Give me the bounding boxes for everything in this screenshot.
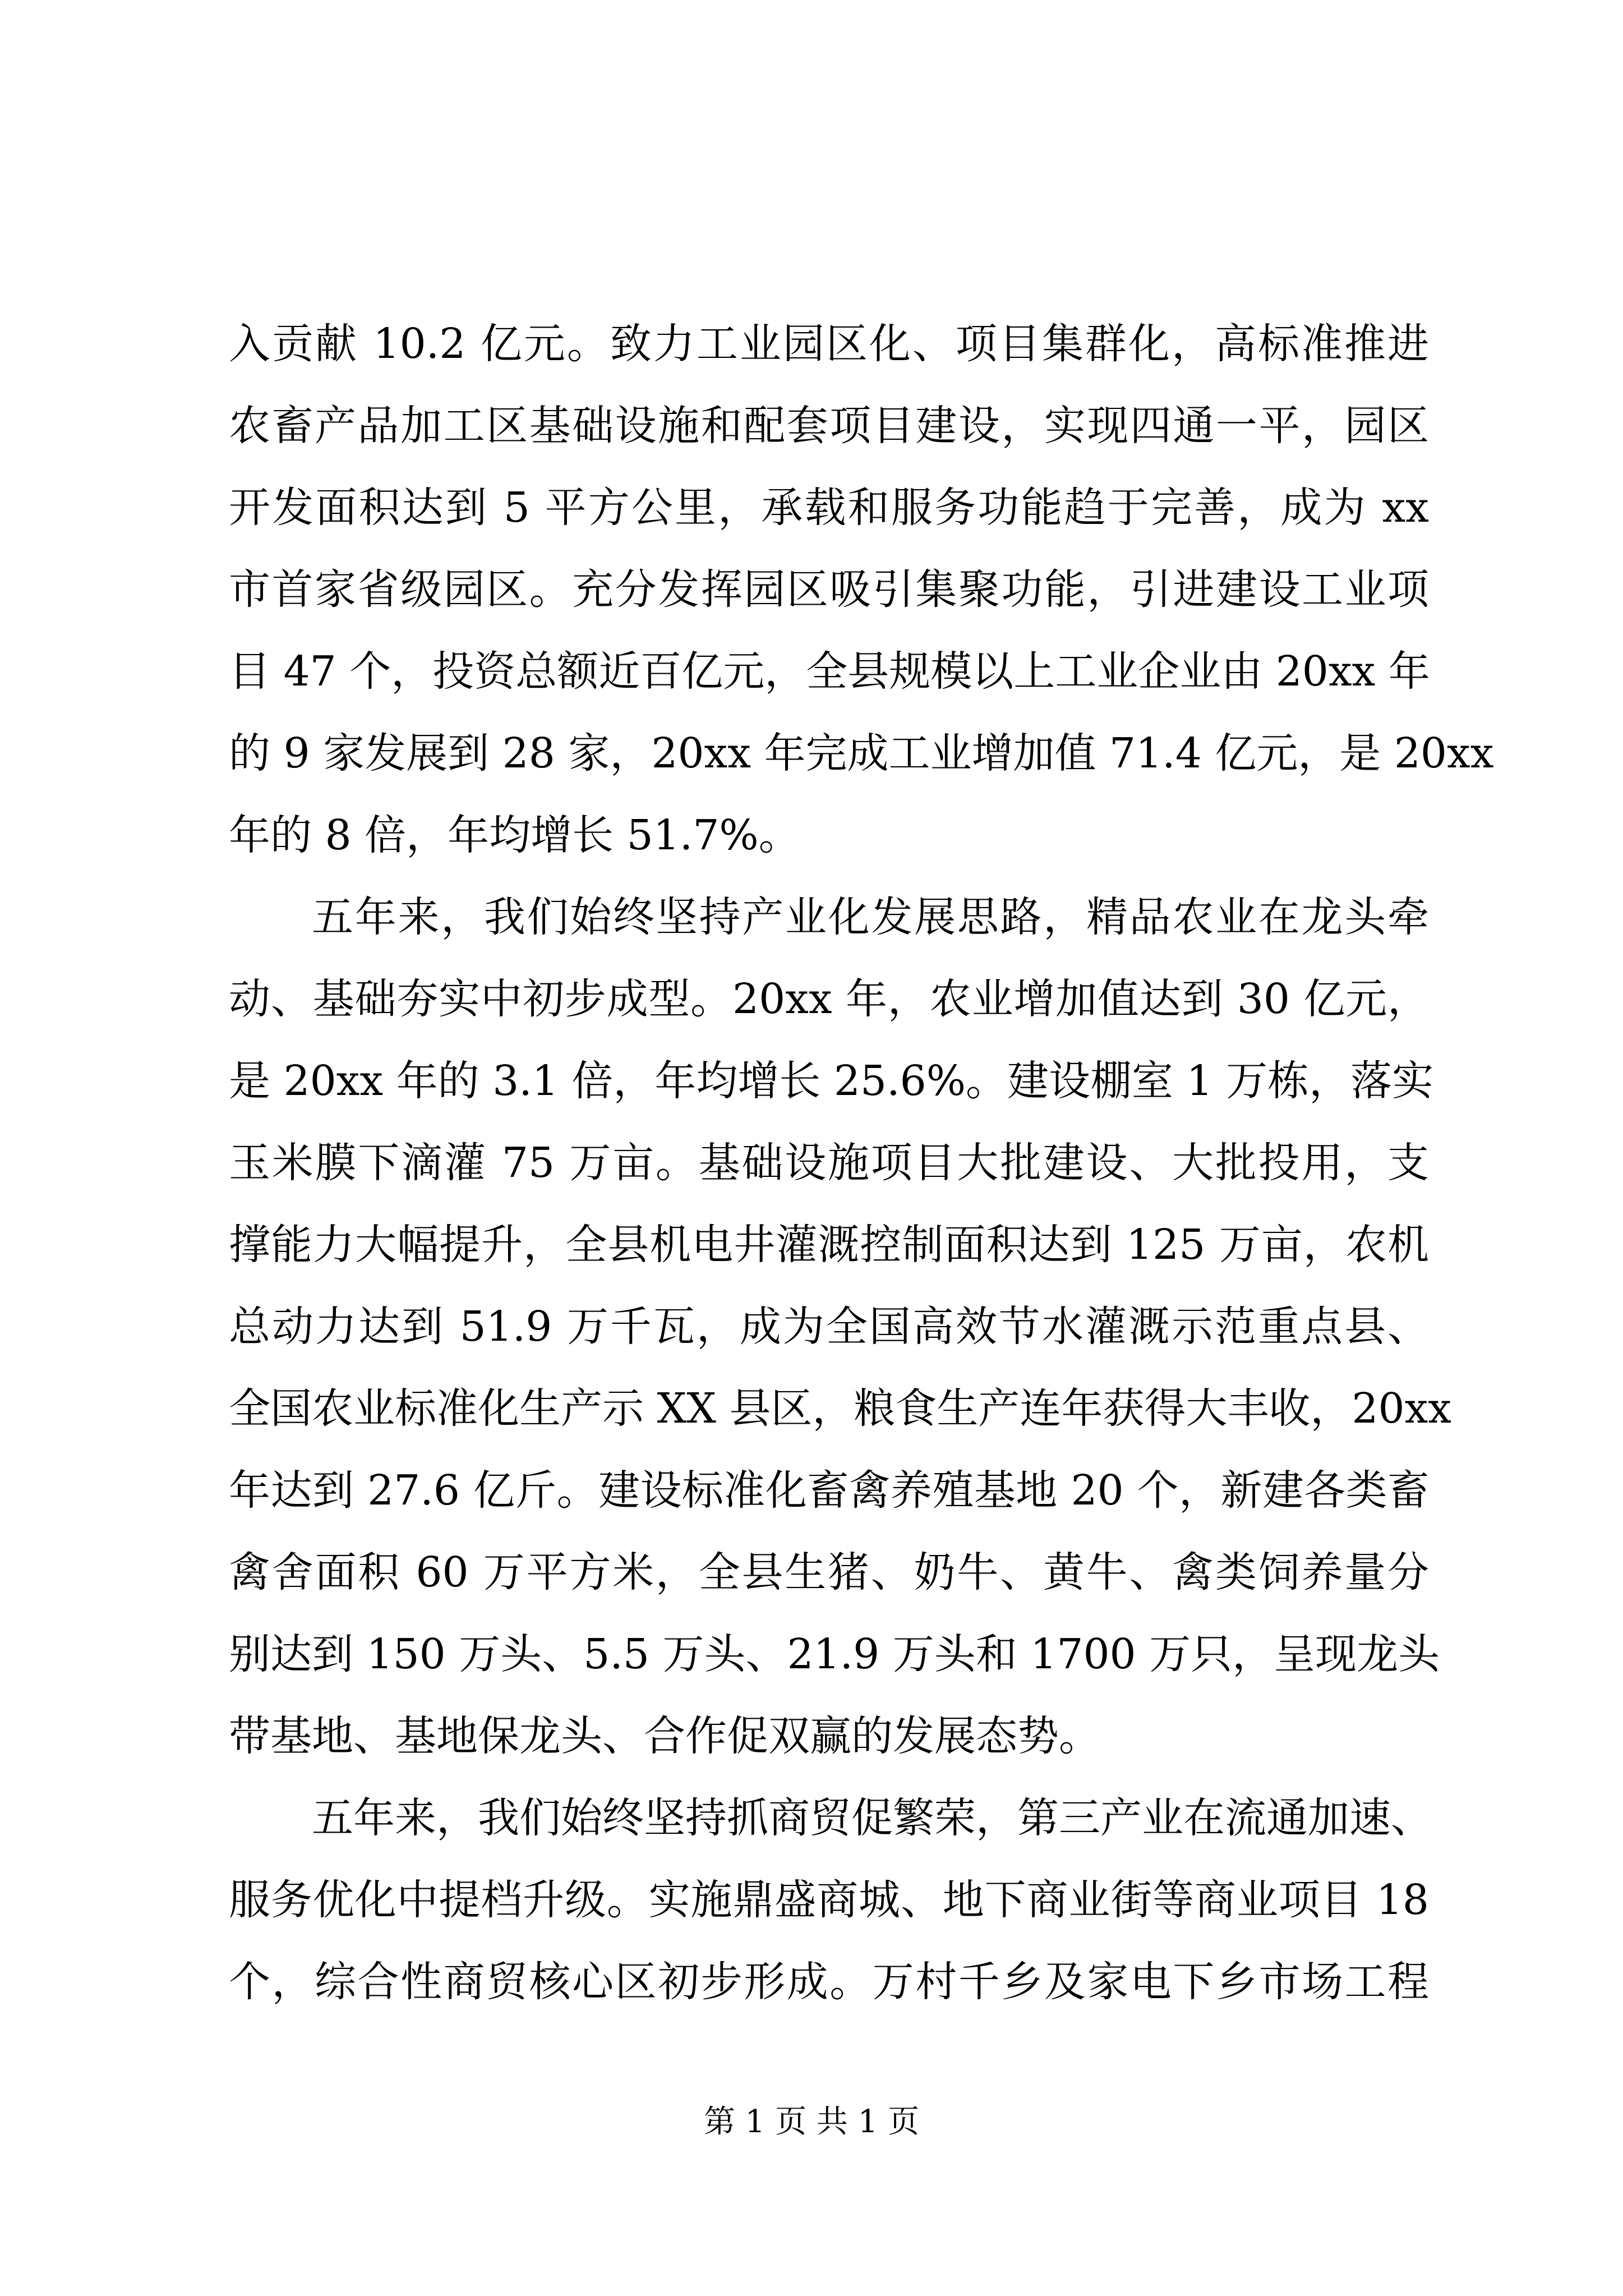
text-line: 动、基础夯实中初步成型。20xx 年，农业增加值达到 30 亿元， xyxy=(229,975,1429,1023)
text-line: 农畜产品加工区基础设施和配套项目建设，实现四通一平，园区 xyxy=(229,402,1429,450)
text-line: 年达到 27.6 亿斤。建设标准化畜禽养殖基地 20 个，新建各类畜 xyxy=(229,1466,1429,1515)
body-text xyxy=(229,303,1494,2023)
paragraph-3 xyxy=(229,1777,1432,2023)
text-line: 全国农业标准化生产示 XX 县区，粮食生产连年获得大丰收，20xx xyxy=(229,1384,1452,1433)
text-line: 五年来，我们始终坚持产业化发展思路，精品农业在龙头牵 xyxy=(312,893,1429,941)
text-line: 目 47 个，投资总额近百亿元，全县规模以上工业企业由 20xx 年 xyxy=(229,647,1430,696)
text-line: 的 9 家发展到 28 家，20xx 年完成工业增加值 71.4 亿元，是 20xx xyxy=(229,729,1494,777)
text-line: 禽舍面积 60 万平方米，全县生猪、奶牛、黄牛、禽类饲养量分 xyxy=(229,1548,1429,1596)
text-line: 个，综合性商贸核心区初步形成。万村千乡及家电下乡市场工程 xyxy=(229,1958,1429,2006)
text-line: 市首家省级园区。充分发挥园区吸引集聚功能，引进建设工业项 xyxy=(229,565,1429,614)
text-line: 总动力达到 51.9 万千瓦，成为全国高效节水灌溉示范重点县、 xyxy=(229,1303,1429,1351)
paragraph-1 xyxy=(229,303,1494,876)
text-line: 玉米膜下滴灌 75 万亩。基础设施项目大批建设、大批投用，支 xyxy=(229,1139,1429,1187)
text-line: 带基地、基地保龙头、合作促双赢的发展态势。 xyxy=(229,1712,1100,1760)
paragraph-2 xyxy=(229,876,1452,1777)
text-line: 服务优化中提档升级。实施鼎盛商城、地下商业街等商业项目 18 xyxy=(229,1876,1429,1924)
text-line: 撑能力大幅提升，全县机电井灌溉控制面积达到 125 万亩，农机 xyxy=(229,1221,1429,1269)
text-line: 五年来，我们始终坚持抓商贸促繁荣，第三产业在流通加速、 xyxy=(312,1794,1432,1842)
text-line: 别达到 150 万头、5.5 万头、21.9 万头和 1700 万只，呈现龙头 xyxy=(229,1630,1440,1678)
text-line: 是 20xx 年的 3.1 倍，年均增长 25.6%。建设棚室 1 万栋，落实 xyxy=(229,1057,1434,1105)
page-number-footer: 第 1 页 共 1 页 xyxy=(703,2104,920,2140)
text-line: 年的 8 倍，年均增长 51.7%。 xyxy=(229,811,800,859)
text-line: 入贡献 10.2 亿元。致力工业园区化、项目集群化，高标准推进 xyxy=(229,320,1429,368)
text-line: 开发面积达到 5 平方公里，承载和服务功能趋于完善，成为 xx xyxy=(229,484,1429,532)
